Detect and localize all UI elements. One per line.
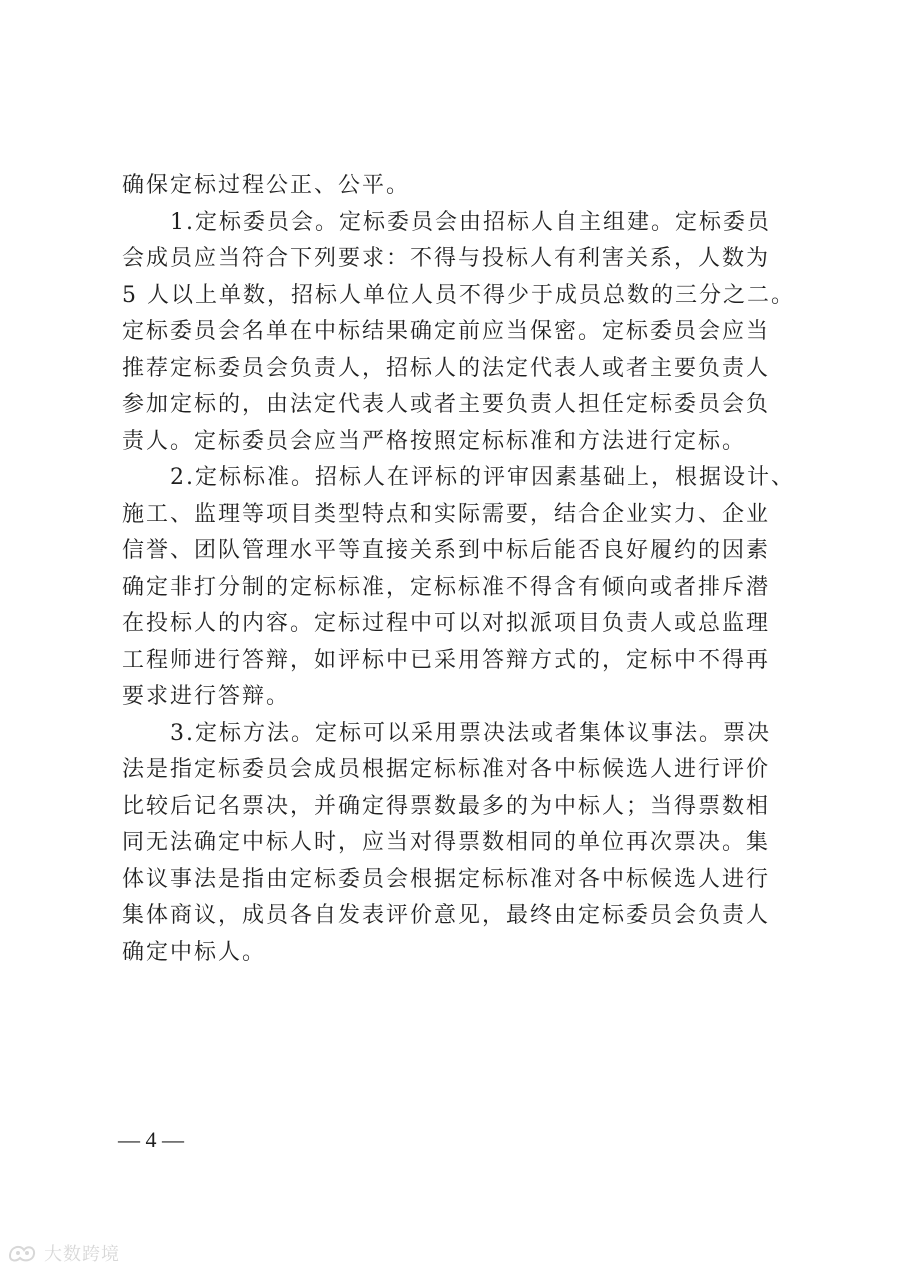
text-line: 定标委员会名单在中标结果确定前应当保密。定标委员会应当 — [122, 319, 771, 344]
text-line: 1.定标委员会。定标委员会由招标人自主组建。定标委员 — [122, 209, 771, 235]
text-line: 责人。定标委员会应当严格按照定标标准和方法进行定标。 — [122, 428, 747, 454]
paragraph-1 — [122, 205, 795, 461]
watermark — [6, 1238, 120, 1268]
text-line: 体议事法是指由定标委员会根据定标标准对各中标候选人进行 — [122, 866, 771, 892]
continuation-paragraph — [122, 168, 782, 205]
text-line: 确保定标过程公正、公平。 — [122, 173, 411, 198]
text-line: 会成员应当符合下列要求：不得与投标人有利害关系，人数为 — [122, 246, 771, 271]
paragraph-2 — [122, 460, 795, 716]
page-number: — 4 — — [118, 1127, 184, 1152]
text-line: 5 人以上单数，招标人单位人员不得少于成员总数的三分之二。 — [122, 282, 795, 308]
text-line: 信誉、团队管理水平等直接关系到中标后能否良好履约的因素 — [122, 538, 771, 563]
text-line: 比较后记名票决，并确定得票数最多的为中标人；当得票数相 — [122, 793, 771, 819]
text-line: 参加定标的，由法定代表人或者主要负责人担任定标委员会负 — [122, 392, 771, 417]
text-line: 确定非打分制的定标标准，定标标准不得含有倾向或者排斥潜 — [122, 574, 771, 600]
text-line: 在投标人的内容。定标过程中可以对拟派项目负责人或总监理 — [122, 611, 771, 636]
watermark-text: 大数跨境 — [44, 1244, 120, 1265]
text-line: 工程师进行答辩，如评标中已采用答辩方式的，定标中不得再 — [122, 647, 771, 673]
text-line: 推荐定标委员会负责人，招标人的法定代表人或者主要负责人 — [122, 355, 771, 381]
text-line: 同无法确定中标人时，应当对得票数相同的单位再次票决。集 — [122, 830, 771, 855]
text-line: 集体商议，成员各自发表评价意见，最终由定标委员会负责人 — [122, 903, 771, 928]
text-line: 要求进行答辩。 — [122, 684, 291, 709]
body-text — [122, 168, 795, 971]
text-line: 法是指定标委员会成员根据定标标准对各中标候选人进行评价 — [122, 757, 771, 782]
text-line: 2.定标标准。招标人在评标的评审因素基础上，根据设计、 — [122, 465, 795, 490]
text-line: 3.定标方法。定标可以采用票决法或者集体议事法。票决 — [122, 720, 771, 746]
brand-logo-icon — [6, 1240, 38, 1266]
paragraph-3 — [122, 716, 782, 972]
text-line: 确定中标人。 — [122, 939, 267, 965]
text-line: 施工、监理等项目类型特点和实际需要，结合企业实力、企业 — [122, 501, 771, 527]
